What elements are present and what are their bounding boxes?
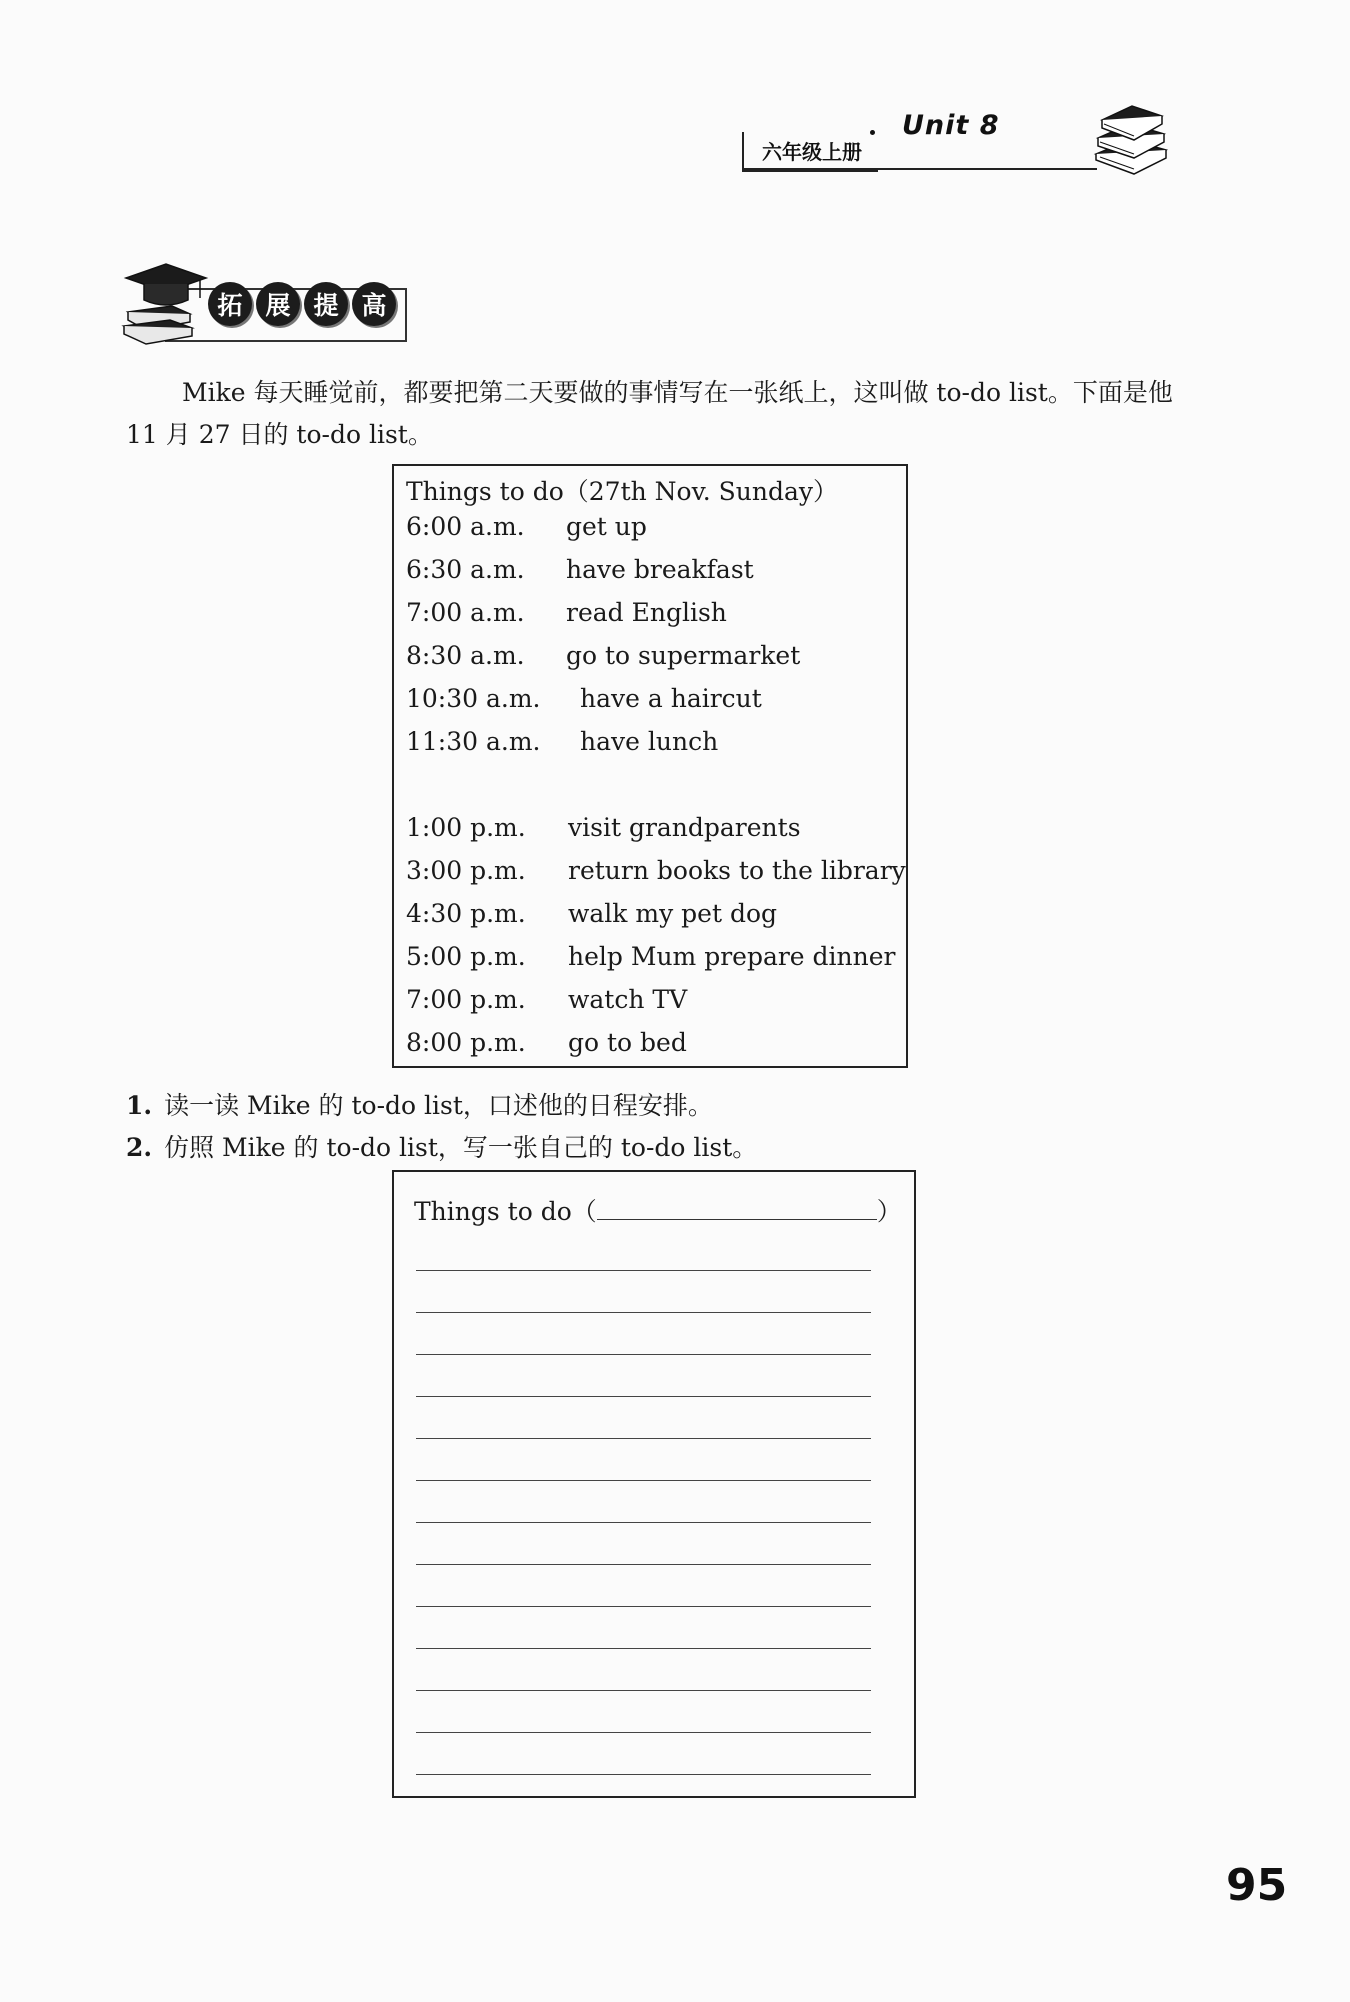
- form-title-prefix: Things to do（: [414, 1197, 597, 1226]
- schedule-task: get up: [566, 512, 647, 541]
- schedule-row: [406, 985, 688, 1014]
- schedule-task: read English: [566, 598, 727, 627]
- writing-line[interactable]: [416, 1690, 871, 1691]
- schedule-time: 8:30 a.m.: [406, 641, 525, 670]
- schedule-row: [406, 684, 762, 713]
- writing-line[interactable]: [416, 1270, 871, 1271]
- writing-line[interactable]: [416, 1564, 871, 1565]
- schedule-task: go to bed: [568, 1028, 687, 1057]
- writing-line[interactable]: [416, 1774, 871, 1775]
- form-title-suffix: ）: [876, 1197, 902, 1226]
- schedule-time: 8:00 p.m.: [406, 1028, 526, 1057]
- writing-line[interactable]: [416, 1522, 871, 1523]
- writing-line[interactable]: [416, 1438, 871, 1439]
- todo-list-box: [392, 464, 908, 1068]
- question-2: [126, 1128, 757, 1164]
- banner-char: 高: [352, 282, 396, 326]
- schedule-time: 1:00 p.m.: [406, 813, 526, 842]
- schedule-task: have breakfast: [566, 555, 754, 584]
- grade-label: 六年级上册: [742, 132, 878, 172]
- schedule-row: [406, 555, 754, 584]
- schedule-row: [406, 1028, 687, 1057]
- schedule-task: have lunch: [580, 727, 719, 756]
- banner-title: [208, 282, 396, 326]
- writing-line[interactable]: [416, 1312, 871, 1313]
- graduation-cap-books-icon: [120, 262, 210, 348]
- form-title: [414, 1192, 902, 1228]
- schedule-task: go to supermarket: [566, 641, 801, 670]
- writing-line[interactable]: [416, 1648, 871, 1649]
- schedule-task: return books to the library: [568, 856, 906, 885]
- schedule-task: walk my pet dog: [568, 899, 778, 928]
- unit-title: Unit 8: [902, 110, 1000, 141]
- schedule-row: [406, 813, 801, 842]
- schedule-row: [406, 899, 778, 928]
- banner-char: 拓: [208, 282, 252, 326]
- schedule-time: 10:30 a.m.: [406, 684, 541, 713]
- schedule-time: 11:30 a.m.: [406, 727, 541, 756]
- schedule-row: [406, 727, 719, 756]
- schedule-time: 7:00 p.m.: [406, 985, 526, 1014]
- question-text: 读一读 Mike 的 to-do list，口述他的日程安排。: [164, 1091, 713, 1120]
- date-blank[interactable]: [597, 1195, 877, 1220]
- schedule-time: 5:00 p.m.: [406, 942, 526, 971]
- books-icon: [1090, 102, 1170, 178]
- schedule-time: 6:00 a.m.: [406, 512, 525, 541]
- writing-line[interactable]: [416, 1606, 871, 1607]
- question-text: 仿照 Mike 的 to-do list，写一张自己的 to-do list。: [164, 1133, 758, 1162]
- schedule-row: [406, 856, 906, 885]
- header-rule: [742, 168, 1097, 170]
- schedule-task: help Mum prepare dinner: [568, 942, 896, 971]
- intro-paragraph: Mike 每天睡觉前，都要把第二天要做的事情写在一张纸上，这叫做 to-do list。下面是他 11 月 27 日的 to-do list。: [126, 378, 1173, 449]
- header-dot: [870, 130, 875, 135]
- page-number: 95: [1226, 1860, 1288, 1911]
- todo-list-title: Things to do（27th Nov. Sunday）: [406, 477, 838, 506]
- page-header: [742, 110, 1172, 180]
- schedule-task: watch TV: [568, 985, 688, 1014]
- writing-line[interactable]: [416, 1354, 871, 1355]
- writing-line[interactable]: [416, 1396, 871, 1397]
- schedule-time: 7:00 a.m.: [406, 598, 525, 627]
- schedule-row: [406, 598, 727, 627]
- banner-char: 提: [304, 282, 348, 326]
- schedule-row: [406, 512, 647, 541]
- writing-line[interactable]: [416, 1480, 871, 1481]
- question-number: 1.: [126, 1091, 153, 1120]
- section-banner: [120, 262, 410, 352]
- blank-todo-form: [392, 1170, 916, 1798]
- banner-char: 展: [256, 282, 300, 326]
- schedule-task: visit grandparents: [568, 813, 801, 842]
- writing-line[interactable]: [416, 1732, 871, 1733]
- schedule-time: 6:30 a.m.: [406, 555, 525, 584]
- question-1: [126, 1086, 713, 1122]
- schedule-time: 4:30 p.m.: [406, 899, 526, 928]
- schedule-row: [406, 942, 896, 971]
- schedule-task: have a haircut: [580, 684, 762, 713]
- schedule-row: [406, 641, 801, 670]
- schedule-time: 3:00 p.m.: [406, 856, 526, 885]
- question-number: 2.: [126, 1133, 153, 1162]
